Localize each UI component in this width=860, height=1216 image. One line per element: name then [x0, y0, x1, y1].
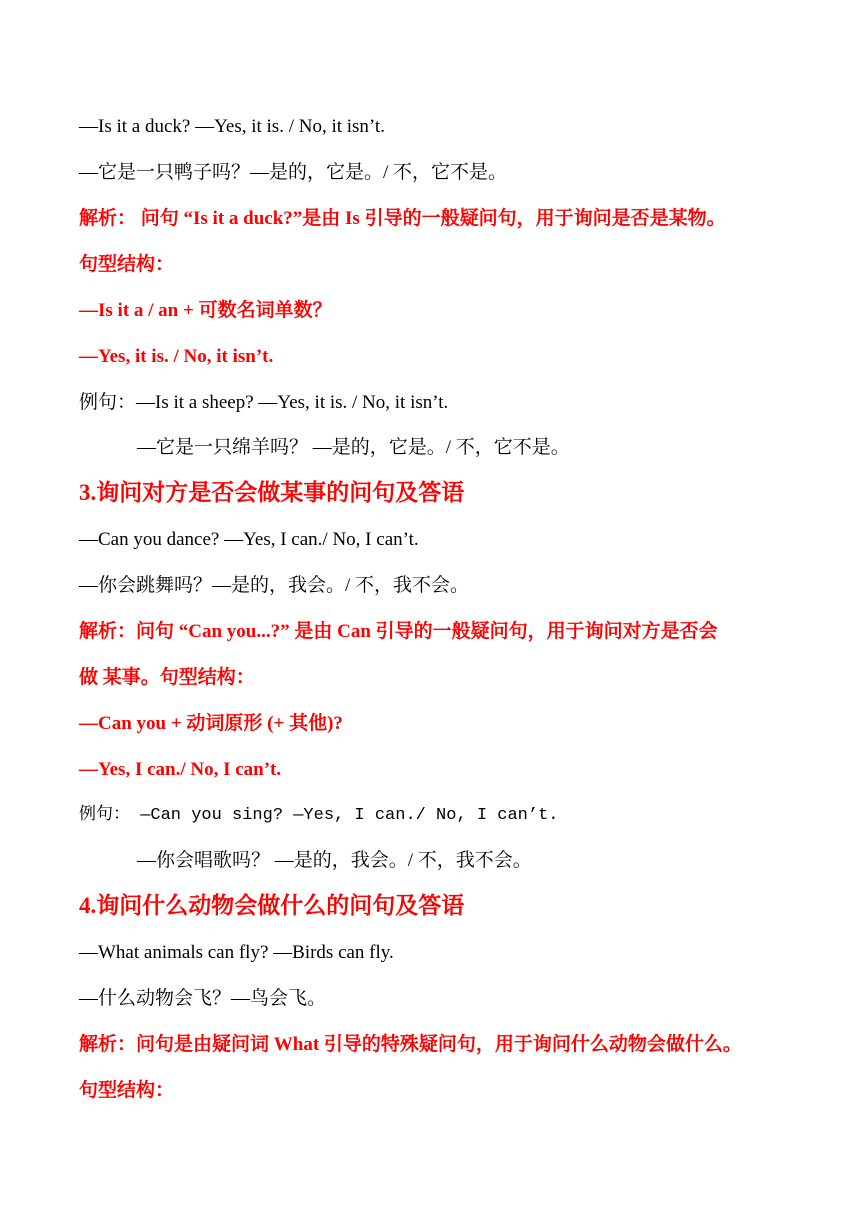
section3-example-en: 例句： —Can you sing? —Yes, I can./ No, I can’t.: [79, 806, 559, 825]
section3-example-zh: —你会唱歌吗？ —是的，我会。/ 不，我不会。: [137, 850, 532, 871]
section2-example-zh: —它是一只绵羊吗？ —是的，它是。/ 不，它不是。: [137, 437, 570, 458]
section3-pattern-question: —Can you + 动词原形 (+ 其他)?: [79, 713, 343, 734]
section2-pattern-answer: —Yes, it is. / No, it isn’t.: [79, 346, 274, 367]
section3-analysis-line2: 做 某事。句型结构：: [79, 667, 255, 688]
section4-question-en: —What animals can fly? —Birds can fly.: [79, 942, 394, 963]
section2-pattern-question: —Is it a / an + 可数名词单数？: [79, 300, 332, 321]
section4-structure-label: 句型结构：: [79, 1080, 175, 1101]
section3-heading: 3.询问对方是否会做某事的问句及答语: [79, 480, 465, 505]
section4-heading: 4.询问什么动物会做什么的问句及答语: [79, 893, 465, 918]
section2-example-en: 例句：—Is it a sheep? —Yes, it is. / No, it isn’t.: [79, 392, 449, 413]
section3-question-en: —Can you dance? —Yes, I can./ No, I can’t.: [79, 529, 419, 550]
section2-question-zh: —它是一只鸭子吗？—是的，它是。/ 不，它不是。: [79, 162, 508, 183]
section3-pattern-answer: —Yes, I can./ No, I can’t.: [79, 759, 282, 780]
section2-question-en: —Is it a duck? —Yes, it is. / No, it isn’t.: [79, 116, 385, 137]
section4-question-zh: —什么动物会飞？—鸟会飞。: [79, 988, 327, 1009]
section2-structure-label: 句型结构：: [79, 254, 175, 275]
section4-analysis: 解析：问句是由疑问词 What 引导的特殊疑问句，用于询问什么动物会做什么。: [79, 1034, 742, 1055]
section3-analysis-line1: 解析：问句 “Can you...?” 是由 Can 引导的一般疑问句，用于询问对方是否会: [79, 621, 718, 642]
section3-question-zh: —你会跳舞吗？—是的，我会。/ 不，我不会。: [79, 575, 470, 596]
section2-analysis: 解析： 问句 “Is it a duck?”是由 Is 引导的一般疑问句，用于询问是否是某物。: [79, 208, 726, 229]
